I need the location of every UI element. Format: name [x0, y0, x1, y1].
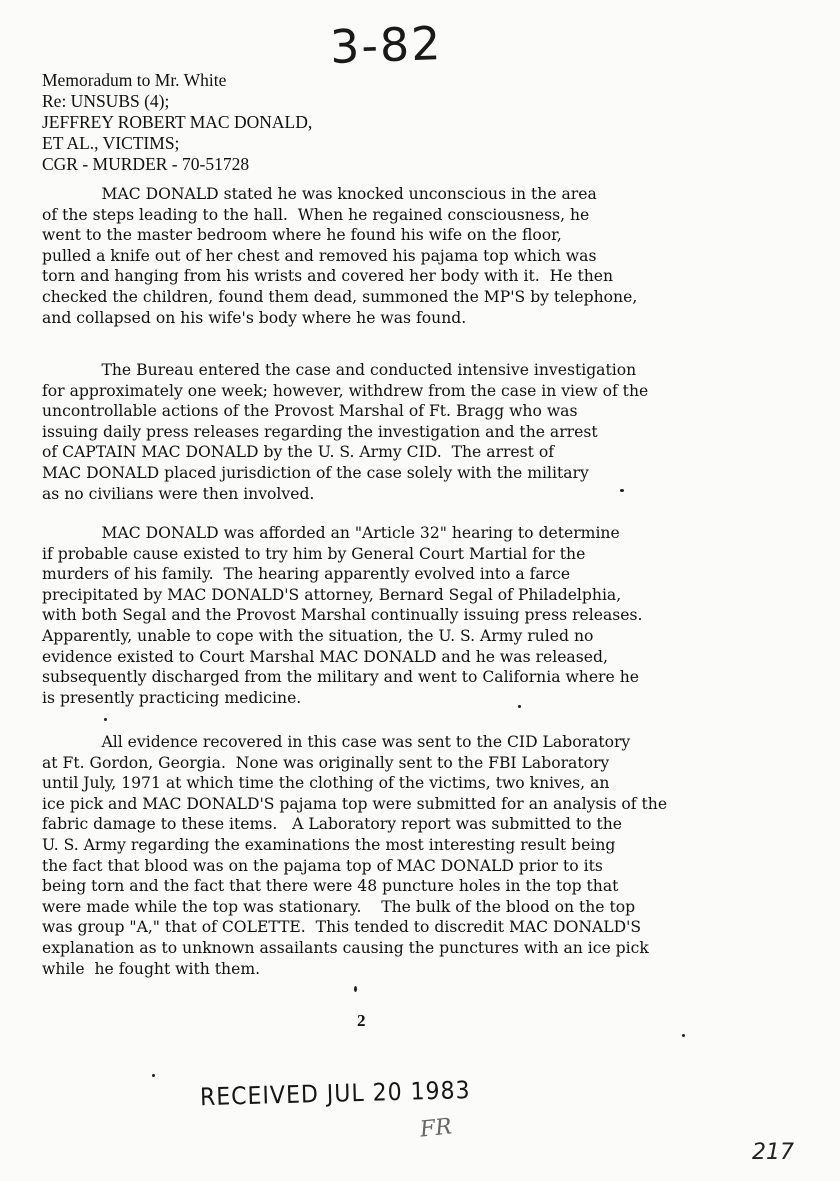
paragraph-line: precipitated by MAC DONALD'S attorney, Bernard Segal of Philadelphia, — [42, 585, 622, 604]
memo-header-addressee: Memoradum to Mr. White — [42, 70, 227, 90]
handwritten-corner-number: 217 — [752, 1140, 794, 1165]
paragraph-line: were made while the top was stationary. The bulk of the blood on the top — [42, 897, 636, 916]
paragraph-line: The Bureau entered the case and conducted intensive investigation — [42, 361, 637, 379]
paragraph-line: the fact that blood was on the pajama top of MAC DONALD prior to its — [42, 856, 603, 875]
paragraph-4 — [42, 732, 667, 979]
scan-speck — [354, 986, 357, 992]
scan-speck — [682, 1034, 685, 1037]
paragraph-line: torn and hanging from his wrists and covered her body with it. He then — [42, 267, 614, 286]
paragraph-line: uncontrollable actions of the Provost Marshal of Ft. Bragg who was — [42, 402, 578, 421]
paragraph-line: All evidence recovered in this case was sent to the CID Laboratory — [42, 733, 631, 751]
paragraph-line: ice pick and MAC DONALD'S pajama top were submitted for an analysis of the — [42, 794, 668, 813]
memo-header-re: Re: UNSUBS (4); — [42, 91, 170, 111]
paragraph-line: subsequently discharged from the military and went to California where he — [42, 668, 639, 687]
paragraph-line: issuing daily press releases regarding the investigation and the arrest — [42, 422, 598, 441]
scan-speck — [104, 718, 107, 721]
paragraph-3 — [42, 523, 642, 708]
handwritten-initials: FR — [418, 1114, 454, 1143]
paragraph-line: for approximately one week; however, withdrew from the case in view of the — [42, 381, 649, 400]
paragraph-line: MAC DONALD was afforded an "Article 32" hearing to determine — [42, 524, 620, 542]
paragraph-line: MAC DONALD stated he was knocked unconscious in the area — [42, 185, 597, 203]
paragraph-line: at Ft. Gordon, Georgia. None was originally sent to the FBI Laboratory — [42, 753, 610, 772]
memo-header — [42, 70, 312, 175]
paragraph-line: if probable cause existed to try him by General Court Martial for the — [42, 544, 586, 563]
paragraph-line: of CAPTAIN MAC DONALD by the U. S. Army CID. The arrest of — [42, 443, 555, 462]
scan-speck — [518, 705, 521, 708]
paragraph-line: fabric damage to these items. A Laboratory report was submitted to the — [42, 815, 622, 834]
paragraph-line: Apparently, unable to cope with the situation, the U. S. Army ruled no — [42, 626, 594, 645]
paragraph-line: until July, 1971 at which time the clothing of the victims, two knives, an — [42, 774, 610, 793]
memo-header-subject: JEFFREY ROBERT MAC DONALD, — [42, 112, 313, 132]
paragraph-line: U. S. Army regarding the examinations the most interesting result being — [42, 835, 616, 854]
paragraph-line: went to the master bedroom where he found his wife on the floor, — [42, 226, 562, 245]
paragraph-line: evidence existed to Court Marshal MAC DONALD and he was released, — [42, 647, 608, 666]
paragraph-line: murders of his family. The hearing apparently evolved into a farce — [42, 565, 571, 584]
received-stamp: RECEIVED JUL 20 1983 — [199, 1077, 471, 1112]
paragraph-line: is presently practicing medicine. — [42, 688, 302, 707]
paragraph-line: explanation as to unknown assailants causing the punctures with an ice pick — [42, 938, 649, 957]
paragraph-line: and collapsed on his wife's body where he was found. — [42, 308, 467, 327]
paragraph-line: while he fought with them. — [42, 959, 261, 978]
paragraph-line: being torn and the fact that there were 48 puncture holes in the top that — [42, 877, 619, 896]
paragraph-1 — [42, 184, 637, 328]
page-number: 2 — [357, 1011, 366, 1030]
paragraph-line: was group "A," that of COLETTE. This tended to discredit MAC DONALD'S — [42, 918, 642, 937]
memo-header-case-number: CGR - MURDER - 70-51728 — [42, 154, 250, 174]
scan-speck — [620, 489, 624, 492]
scan-speck — [152, 1074, 155, 1077]
paragraph-line: as no civilians were then involved. — [42, 484, 315, 503]
paragraph-line: checked the children, found them dead, summoned the MP'S by telephone, — [42, 287, 638, 306]
paragraph-2 — [42, 360, 648, 504]
paragraph-line: of the steps leading to the hall. When he regained consciousness, he — [42, 205, 590, 224]
handwritten-page-code: 3-82 — [329, 16, 444, 74]
paragraph-line: MAC DONALD placed jurisdiction of the case solely with the military — [42, 463, 589, 482]
paragraph-line: with both Segal and the Provost Marshal continually issuing press releases. — [42, 606, 643, 625]
memo-header-victims: ET AL., VICTIMS; — [42, 133, 180, 153]
paragraph-line: pulled a knife out of her chest and removed his pajama top which was — [42, 246, 597, 265]
